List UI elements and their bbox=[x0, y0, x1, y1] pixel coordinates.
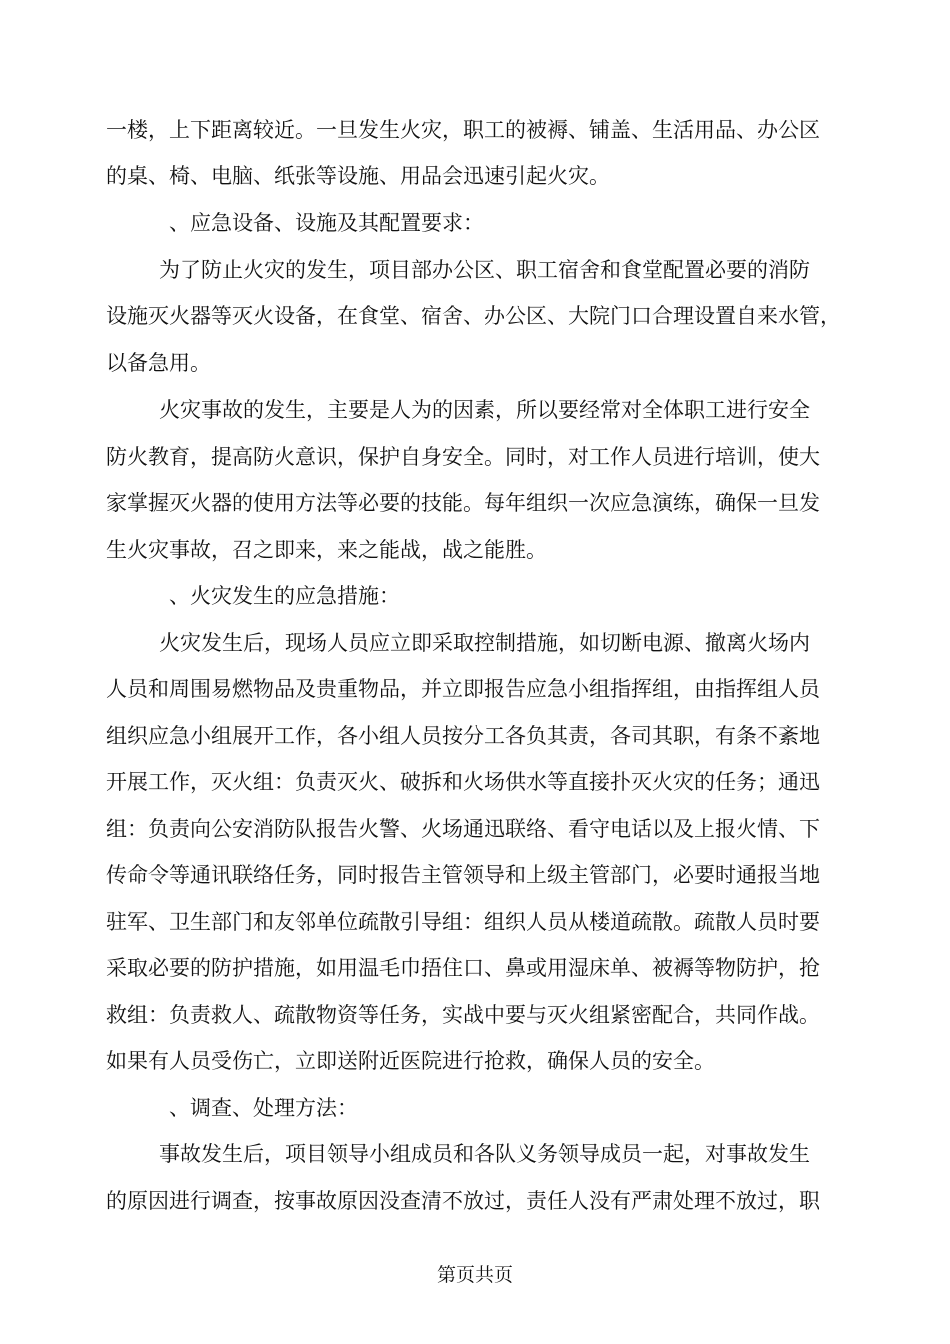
text-line: 如果有人员受伤亡，立即送附近医院进行抢救，确保人员的安全。 bbox=[106, 1049, 715, 1073]
text-line: 组织应急小组展开工作，各小组人员按分工各负其责，各司其职，有条不紊地 bbox=[106, 724, 820, 748]
section-heading: 、火灾发生的应急措施： bbox=[169, 584, 400, 608]
text-line: 为了防止火灾的发生，项目部办公区、职工宿舍和食堂配置必要的消防 bbox=[159, 258, 810, 282]
section-heading: 、应急设备、设施及其配置要求： bbox=[169, 211, 484, 235]
text-line: 人员和周围易燃物品及贵重物品，并立即报告应急小组指挥组，由指挥组人员 bbox=[106, 677, 820, 701]
text-line: 救组：负责救人、疏散物资等任务，实战中要与灭火组紧密配合，共同作战。 bbox=[106, 1003, 820, 1027]
text-line: 的桌、椅、电脑、纸张等设施、用品会迅速引起火灾。 bbox=[106, 164, 610, 188]
text-line: 以备急用。 bbox=[106, 351, 211, 375]
text-line: 防火教育，提高防火意识，保护自身安全。同时，对工作人员进行培训，使大 bbox=[106, 445, 820, 469]
text-line: 火灾事故的发生，主要是人为的因素，所以要经常对全体职工进行安全 bbox=[159, 398, 810, 422]
text-line: 组：负责向公安消防队报告火警、火场通迅联络、看守电话以及上报火情、下 bbox=[106, 817, 820, 841]
text-line: 家掌握灭火器的使用方法等必要的技能。每年组织一次应急演练，确保一旦发 bbox=[106, 491, 820, 515]
text-line: 的原因进行调查，按事故原因没查清不放过，责任人没有严肃处理不放过，职 bbox=[106, 1189, 820, 1213]
text-line: 驻军、卫生部门和友邻单位疏散引导组：组织人员从楼道疏散。疏散人员时要 bbox=[106, 910, 820, 934]
text-line: 设施灭火器等灭火设备，在食堂、宿舍、办公区、大院门口合理设置自来水管， bbox=[106, 304, 841, 328]
text-line: 一楼，上下距离较近。一旦发生火灾，职工的被褥、铺盖、生活用品、办公区 bbox=[106, 118, 820, 142]
text-line: 开展工作，灭火组：负责灭火、破拆和火场供水等直接扑灭火灾的任务；通迅 bbox=[106, 770, 820, 794]
section-heading: 、调查、处理方法： bbox=[169, 1096, 358, 1120]
text-line: 事故发生后，项目领导小组成员和各队义务领导成员一起，对事故发生 bbox=[159, 1142, 810, 1166]
text-line: 生火灾事故，召之即来，来之能战，战之能胜。 bbox=[106, 538, 547, 562]
text-line: 采取必要的防护措施，如用温毛巾捂住口、鼻或用湿床单、被褥等物防护，抢 bbox=[106, 956, 820, 980]
text-line: 传命令等通讯联络任务，同时报告主管领导和上级主管部门，必要时通报当地 bbox=[106, 863, 820, 887]
text-line: 火灾发生后，现场人员应立即采取控制措施，如切断电源、撤离火场内 bbox=[159, 631, 810, 655]
page-footer: 第页共页 bbox=[436, 1264, 513, 1286]
